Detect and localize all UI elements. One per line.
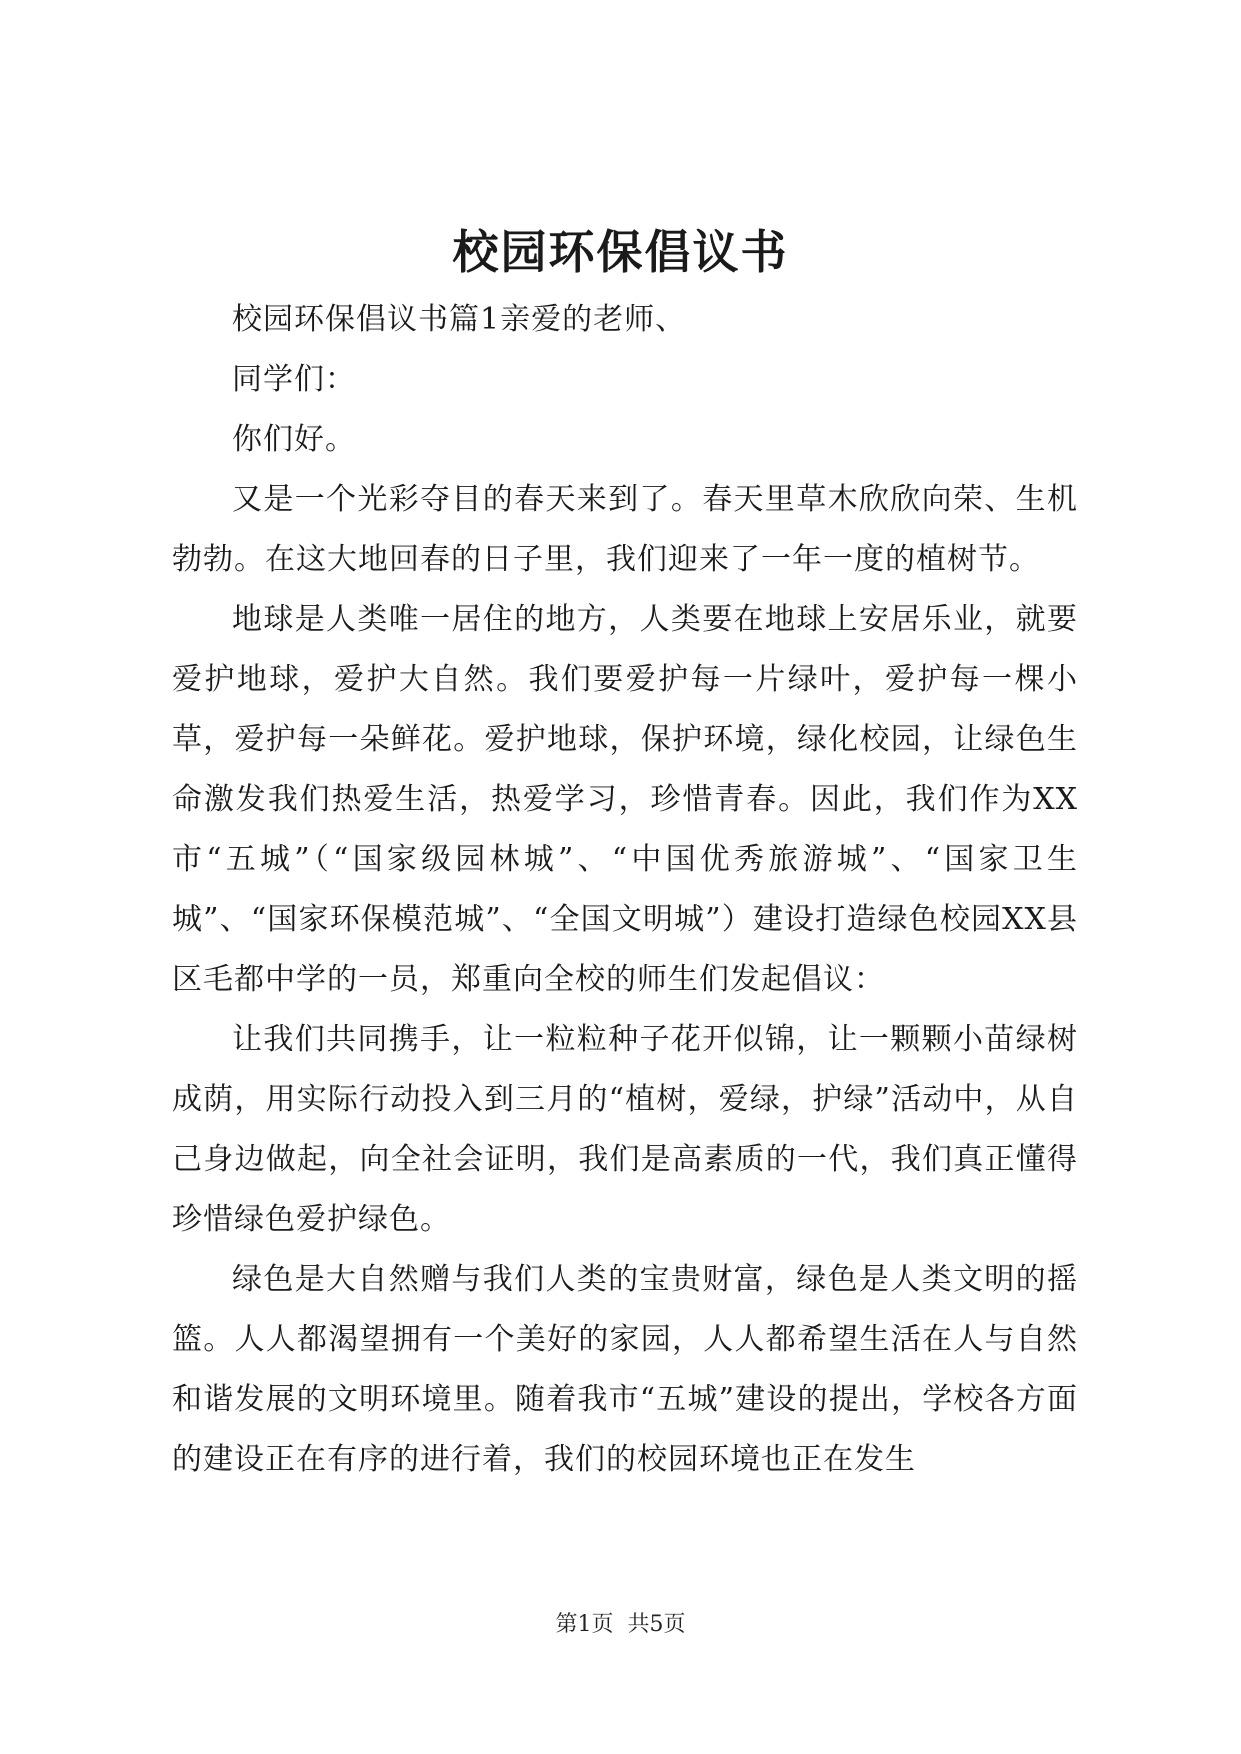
page-footer <box>0 1607 1241 1643</box>
paragraph-7: 绿色是大自然赠与我们人类的宝贵财富，绿色是人类文明的摇篮。人人都渴望拥有一个美好的家园，人人都希望生活在人与自然和谐发展的文明环境里。随着我市“五城”建设的提出，学校各方面的建设正在有序的进行着，我们的校园环境也正在发生 <box>172 1262 1078 1477</box>
page-total: 共5页 <box>627 1612 686 1637</box>
paragraph-1: 校园环保倡议书篇1亲爱的老师、 <box>232 302 687 337</box>
paragraph-5: 地球是人类唯一居住的地方，人类要在地球上安居乐业，就要爱护地球，爱护大自然。我们要爱护每一片绿叶，爱护每一棵小草，爱护每一朵鲜花。爱护地球，保护环境，绿化校园，让绿色生命激发我们热爱生活，热爱学习，珍惜青春。因此，我们作为XX市“五城”（“国家级园林城”、“中国优秀旅游城”、“国家卫生城”、“国家环保模范城”、“全国文明城”）建设打造绿色校园XX县区毛都中学的一员，郑重向全校的师生们发起倡议： <box>172 602 1078 997</box>
paragraph-4: 又是一个光彩夺目的春天来到了。春天里草木欣欣向荣、生机勃勃。在这大地回春的日子里，我们迎来了一年一度的植树节。 <box>172 482 1078 577</box>
paragraph-6: 让我们共同携手，让一粒粒种子花开似锦，让一颗颗小苗绿树成荫，用实际行动投入到三月的“植树，爱绿，护绿”活动中，从自己身边做起，向全社会证明，我们是高素质的一代，我们真正懂得珍惜绿色爱护绿色。 <box>172 1022 1078 1237</box>
document-title: 校园环保倡议书 <box>452 225 789 279</box>
page-number: 第1页 <box>555 1612 614 1637</box>
document-body <box>172 290 1078 1490</box>
paragraph-2: 同学们： <box>232 362 356 397</box>
paragraph-3: 你们好。 <box>232 422 356 457</box>
